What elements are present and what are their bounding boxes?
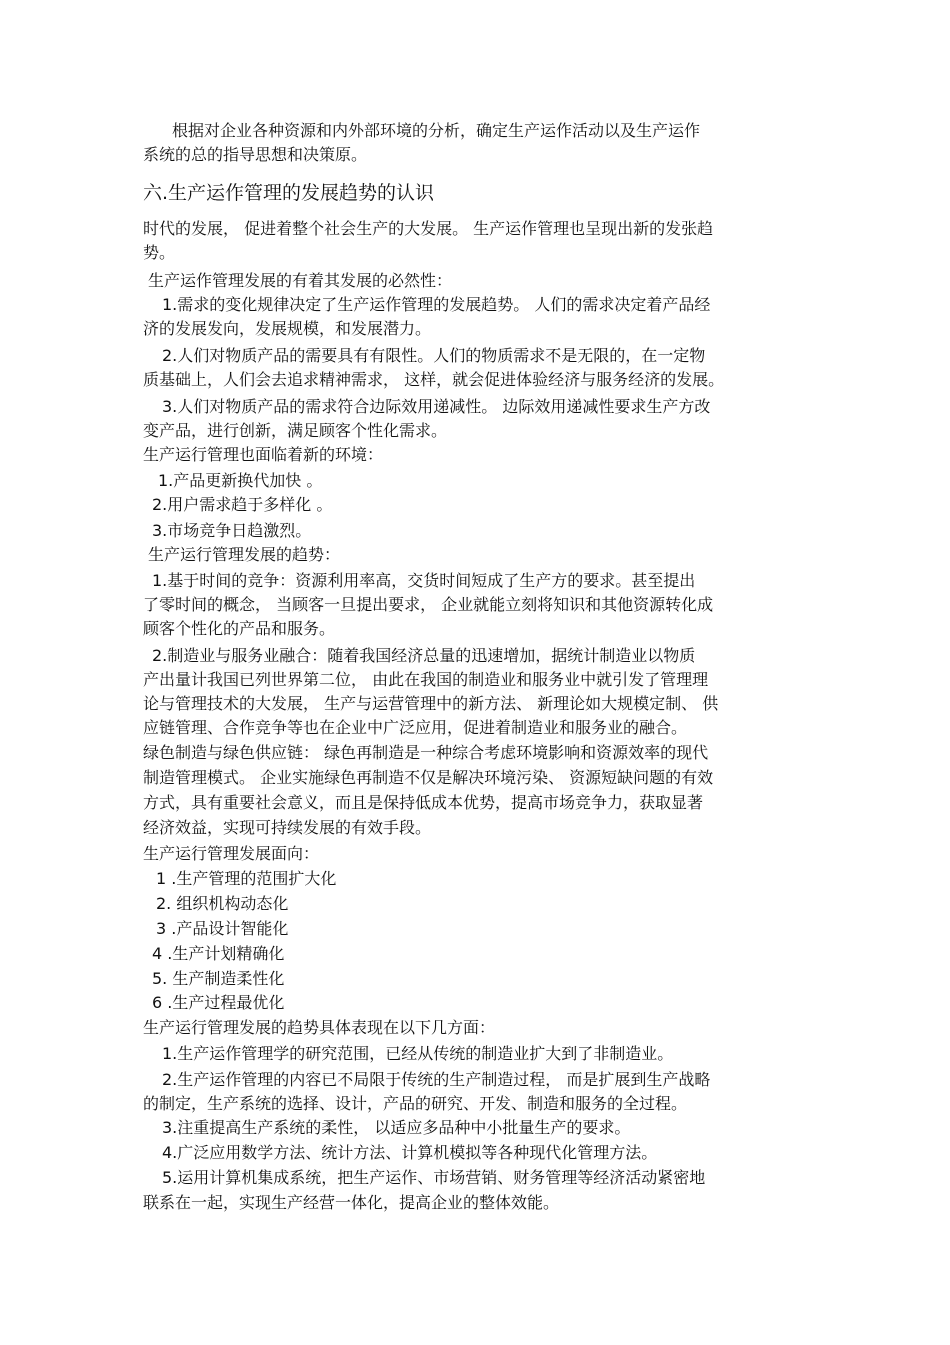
list-item: 4 .生产计划精确化 — [152, 944, 285, 963]
text-line: 制造管理模式。 企业实施绿色再制造不仅是解决环境污染、 资源短缺问题的有效 — [143, 768, 714, 787]
section-heading: 六.生产运作管理的发展趋势的认识 — [143, 182, 435, 204]
text-line: 的制定，生产系统的选择、设计，产品的研究、开发、制造和服务的全过程。 — [143, 1094, 688, 1113]
text-line: 质基础上，人们会去追求精神需求， 这样，就会促进体验经济与服务经济的发展。 — [143, 370, 725, 389]
list-item: 2. 组织机构动态化 — [156, 894, 289, 913]
text-line: 生产运行管理发展面向： — [143, 844, 320, 863]
text-line: 2.用户需求趋于多样化 。 — [152, 495, 333, 514]
text-line: 4.广泛应用数学方法、统计方法、计算机模拟等各种现代化管理方法。 — [162, 1143, 658, 1162]
text-line: 济的发展发向，发展规模，和发展潜力。 — [143, 319, 432, 338]
text-line: 1.生产运作管理学的研究范围，已经从传统的制造业扩大到了非制造业。 — [162, 1044, 674, 1063]
text-line: 论与管理技术的大发展， 生产与运营管理中的新方法、 新理论如大规模定制、 供 — [143, 694, 719, 713]
list-item: 6 .生产过程最优化 — [152, 993, 285, 1012]
text-line: 5.运用计算机集成系统，把生产运作、市场营销、财务管理等经济活动紧密地 — [162, 1168, 706, 1187]
text-line: 根据对企业各种资源和内外部环境的分析，确定生产运作活动以及生产运作 — [172, 121, 701, 140]
text-line: 3.市场竞争日趋激烈。 — [152, 521, 312, 540]
text-line: 生产运行管理发展的趋势具体表现在以下几方面： — [143, 1018, 496, 1037]
list-item: 1 .生产管理的范围扩大化 — [156, 869, 337, 888]
text-line: 2.生产运作管理的内容已不局限于传统的生产制造过程， 而是扩展到生产战略 — [162, 1070, 711, 1089]
text-line: 联系在一起，实现生产经营一体化，提高企业的整体效能。 — [143, 1193, 560, 1212]
text-line: 2.制造业与服务业融合：随着我国经济总量的迅速增加，据统计制造业以物质 — [152, 646, 696, 665]
text-line: 3.注重提高生产系统的柔性， 以适应多品种中小批量生产的要求。 — [162, 1118, 631, 1137]
text-line: 1.产品更新换代加快 。 — [158, 471, 323, 490]
text-line: 时代的发展， 促进着整个社会生产的大发展。 生产运作管理也呈现出新的发张趋 — [143, 219, 714, 238]
text-line: 经济效益，实现可持续发展的有效手段。 — [143, 818, 432, 837]
text-line: 绿色制造与绿色供应链： 绿色再制造是一种综合考虑环境影响和资源效率的现代 — [143, 743, 709, 762]
text-line: 应链管理、合作竞争等也在企业中广泛应用，促进着制造业和服务业的融合。 — [143, 718, 688, 737]
text-line: 生产运行管理发展的趋势： — [148, 545, 341, 564]
text-line: 势。 — [143, 243, 176, 262]
text-line: 生产运行管理也面临着新的环境： — [143, 445, 384, 464]
text-line: 顾客个性化的产品和服务。 — [143, 619, 336, 638]
text-line: 1.基于时间的竞争：资源利用率高，交货时间短成了生产方的要求。甚至提出 — [152, 571, 696, 590]
text-line: 方式，具有重要社会意义，而且是保持低成本优势，提高市场竞争力，获取显著 — [143, 793, 704, 812]
text-line: 生产运作管理发展的有着其发展的必然性： — [148, 271, 453, 290]
list-item: 5. 生产制造柔性化 — [152, 969, 285, 988]
text-line: 2.人们对物质产品的需要具有有限性。人们的物质需求不是无限的，在一定物 — [162, 346, 706, 365]
list-item: 3 .产品设计智能化 — [156, 919, 289, 938]
text-line: 了零时间的概念， 当顾客一旦提出要求， 企业就能立刻将知识和其他资源转化成 — [143, 595, 714, 614]
text-line: 变产品，进行创新，满足顾客个性化需求。 — [143, 421, 448, 440]
text-line: 1.需求的变化规律决定了生产运作管理的发展趋势。 人们的需求决定着产品经 — [162, 295, 711, 314]
text-line: 系统的总的指导思想和决策原。 — [143, 145, 368, 164]
text-line: 3.人们对物质产品的需求符合边际效用递减性。 边际效用递减性要求生产方改 — [162, 397, 711, 416]
text-line: 产出量计我国已列世界第二位， 由此在我国的制造业和服务业中就引发了管理理 — [143, 670, 709, 689]
